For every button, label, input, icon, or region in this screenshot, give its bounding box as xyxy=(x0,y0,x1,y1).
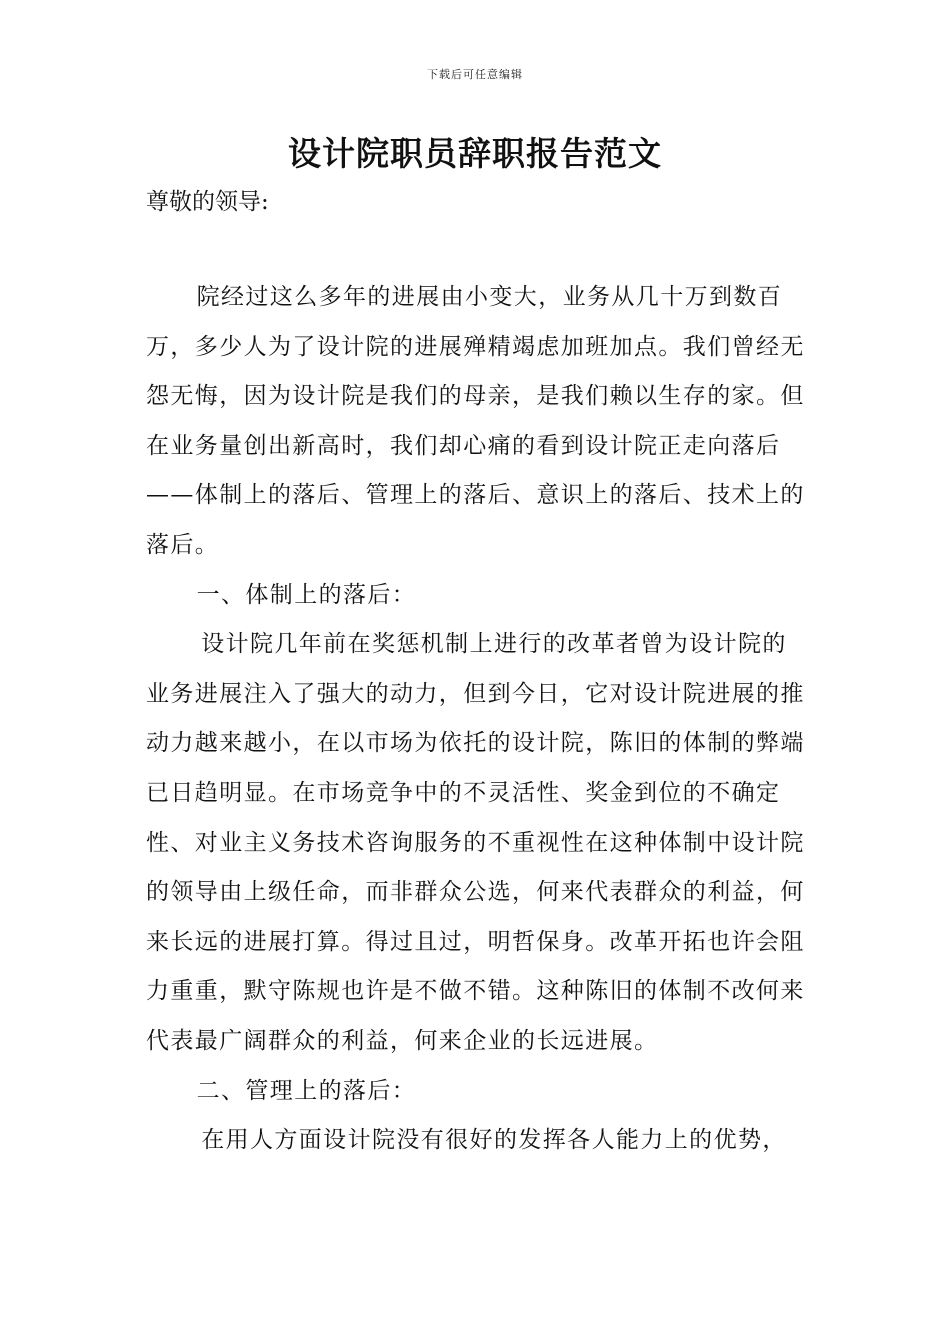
document-body xyxy=(146,273,810,1166)
header-note: 下载后可任意编辑 xyxy=(427,68,523,81)
document-title: 设计院职员辞职报告范文 xyxy=(288,134,662,173)
paragraph-system: 设计院几年前在奖惩机制上进行的改革者曾为设计院的业务进展注入了强大的动力，但到今日，它对设计院进展的推动力越来越小，在以市场为依托的设计院，陈旧的体制的弊端已日趋明显。在市场竞争中的不灵活性、奖金到位的不确定性、对业主义务技术咨询服务的不重视性在这种体制中设计院的领导由上级任命，而非群众公选，何来代表群众的利益，何来长远的进展打算。得过且过，明哲保身。改革开拓也许会阻力重重，默守陈规也许是不做不错。这种陈旧的体制不改何来代表最广阔群众的利益，何来企业的长远进展。 xyxy=(146,631,805,1054)
paragraph-intro: 院经过这么多年的进展由小变大，业务从几十万到数百万，多少人为了设计院的进展殚精竭虑加班加点。我们曾经无怨无悔，因为设计院是我们的母亲，是我们赖以生存的家。但在业务量创出新高时，我们却心痛的看到设计院正走向落后——体制上的落后、管理上的落后、意识上的落后、技术上的落后。 xyxy=(146,284,805,558)
section-heading-system: 一、体制上的落后： xyxy=(196,581,417,608)
paragraph-management: 在用人方面设计院没有很好的发挥各人能力上的优势， xyxy=(201,1127,787,1154)
section-heading-management: 二、管理上的落后： xyxy=(196,1077,417,1104)
salutation: 尊敬的领导: xyxy=(146,189,269,215)
